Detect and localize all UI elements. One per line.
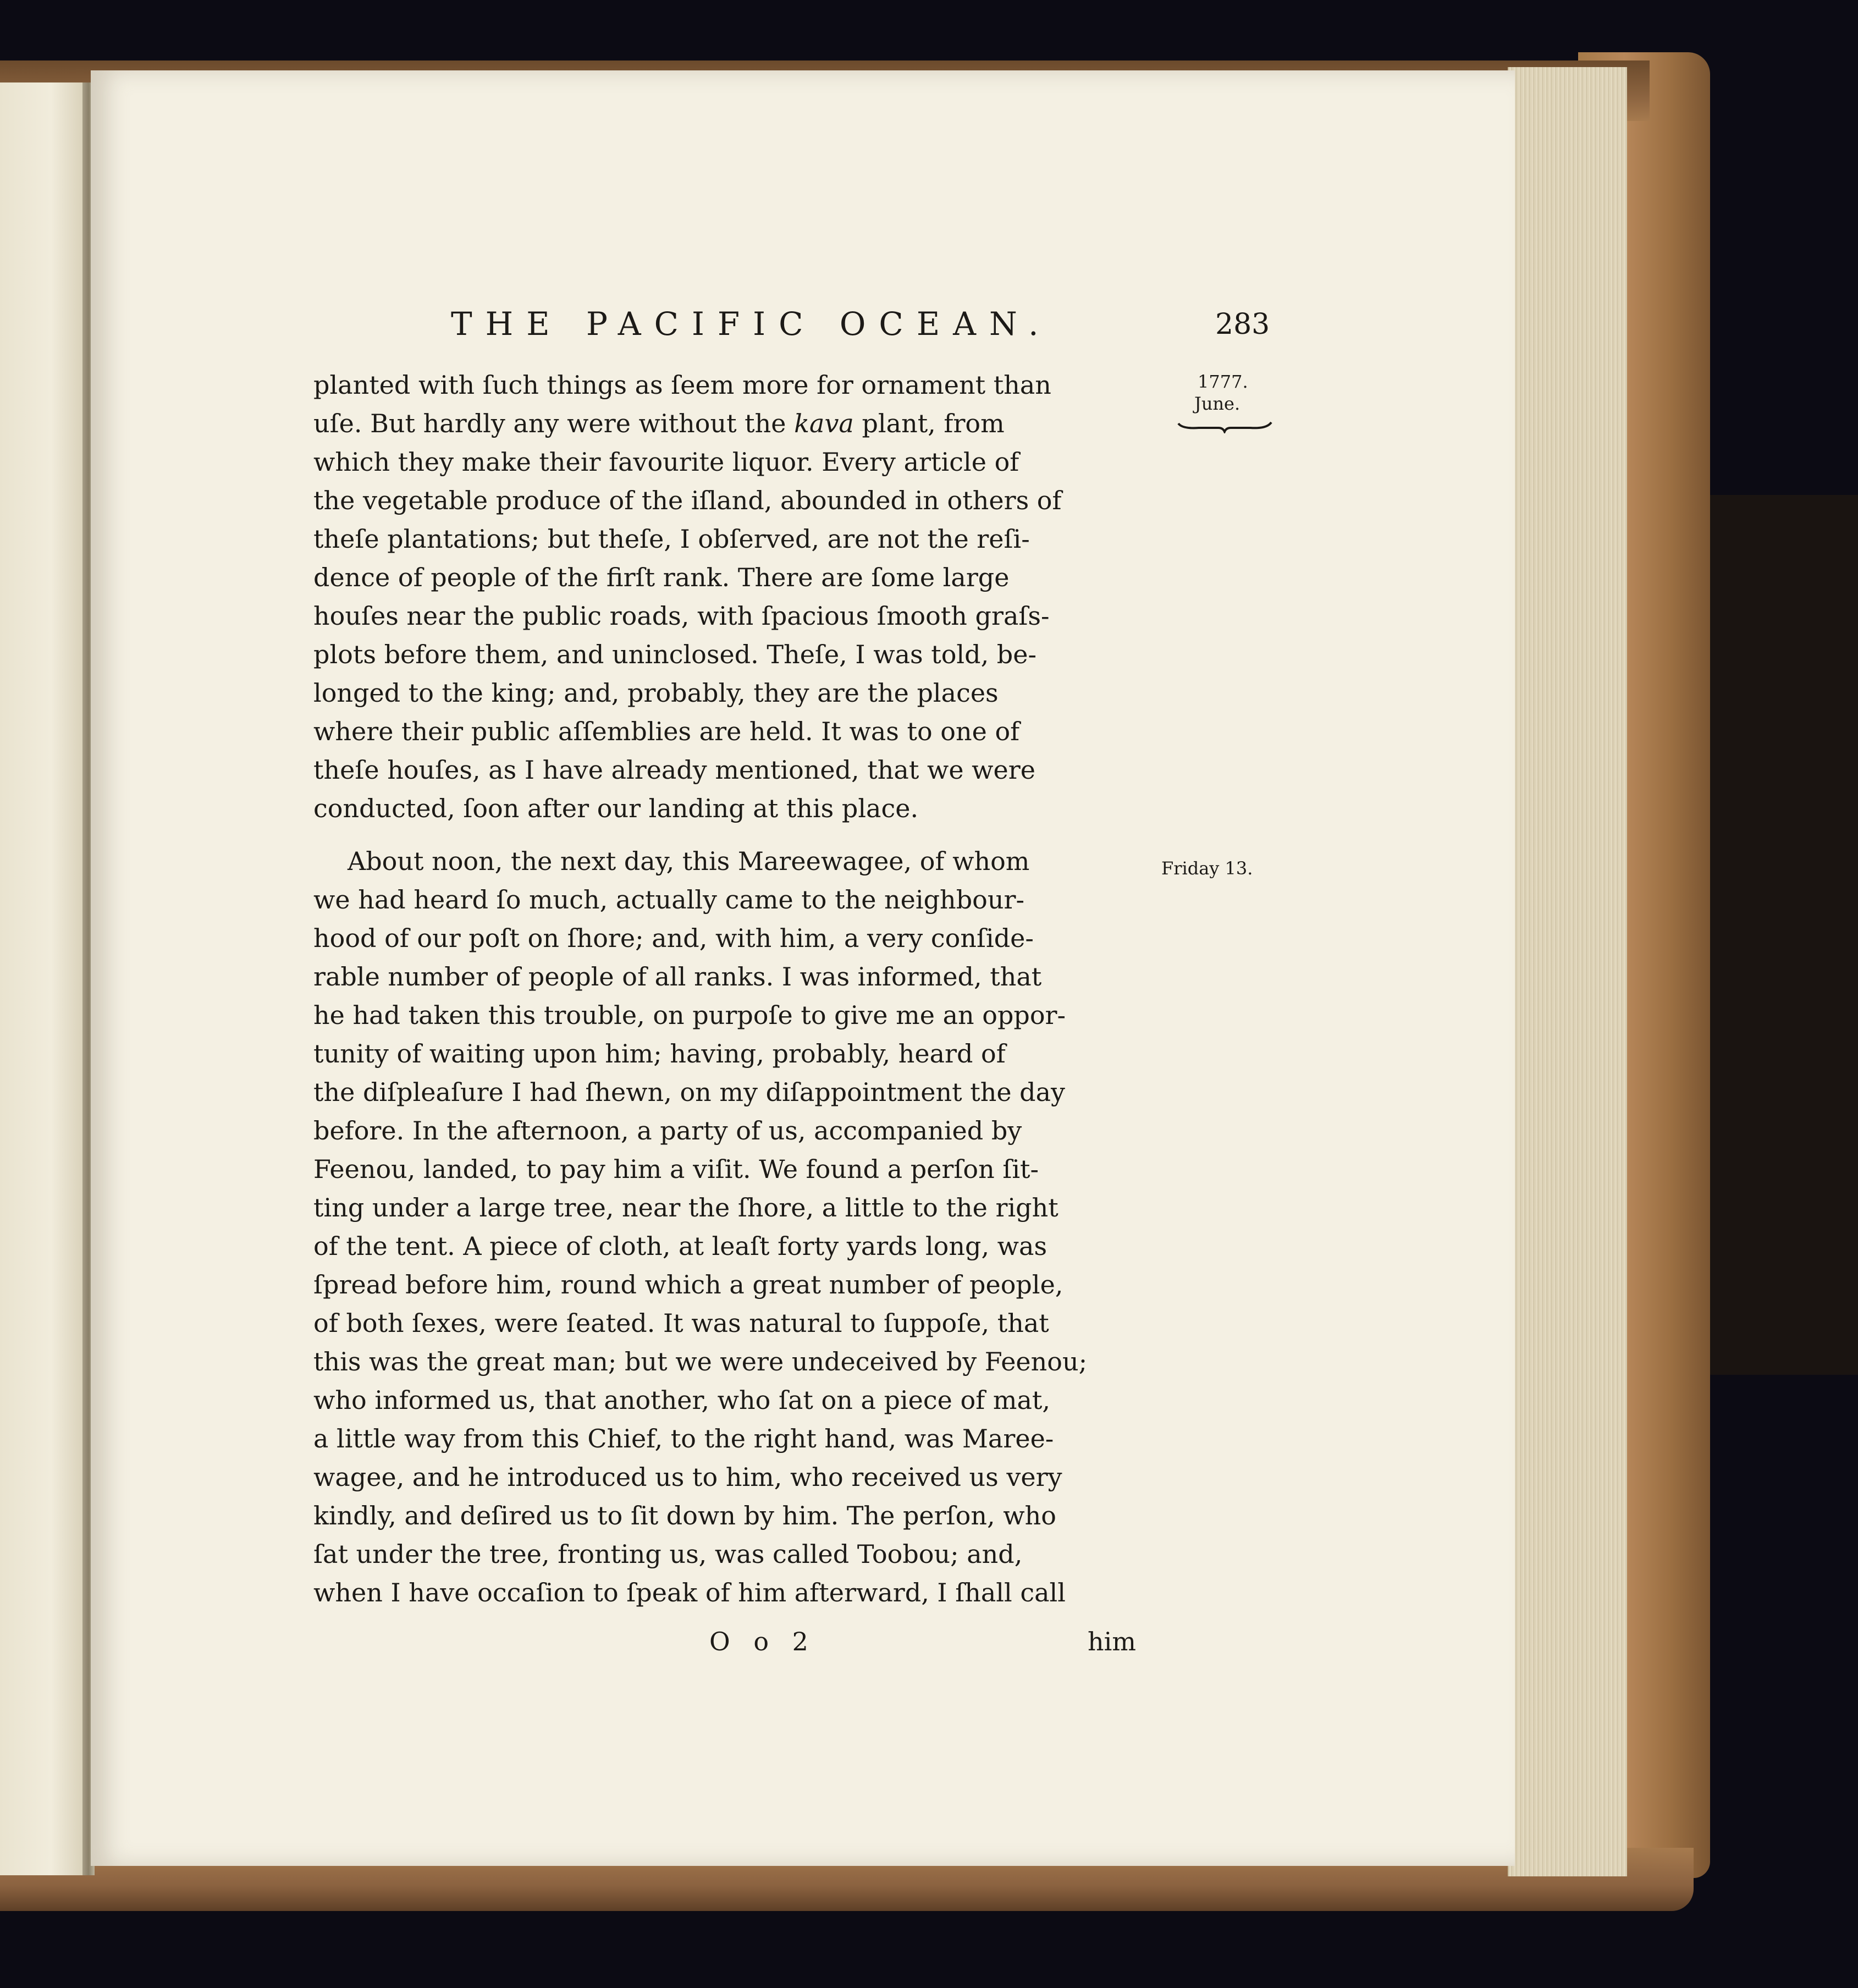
text-line: plots before them, and uninclosed. Theſe, I was told, be- <box>313 640 1037 669</box>
text-line: kindly, and deſired us to ſit down by him. The perſon, who <box>313 1501 1056 1530</box>
text-line: where their public aſſemblies are held. It was to one of <box>313 717 1020 746</box>
text-line: before. In the afternoon, a party of us, accompanied by <box>313 1116 1022 1146</box>
signature-mark: O o 2 <box>709 1627 816 1656</box>
text-line: of the tent. A piece of cloth, at leaſt forty yards long, was <box>313 1231 1047 1261</box>
text-line: houſes near the public roads, with ſpacious ſmooth graſs- <box>313 601 1050 631</box>
text-line: theſe houſes, as I have already mentioned, that we were <box>313 755 1035 785</box>
paragraph-1 <box>313 366 1146 828</box>
page-number: 283 <box>1215 308 1270 341</box>
text-line: who informed us, that another, who ſat on a piece of mat, <box>313 1385 1050 1415</box>
text-line: when I have occaſion to ſpeak of him afterward, I ſhall call <box>313 1578 1066 1607</box>
text-line: longed to the king; and, probably, they are the places <box>313 678 999 708</box>
text-line: this was the great man; but we were undeceived by Feenou; <box>313 1347 1088 1376</box>
text-line: ſat under the tree, fronting us, was called Toobou; and, <box>313 1539 1023 1569</box>
running-head: THE PACIFIC OCEAN. <box>451 305 1052 343</box>
text-line: which they make their favourite liquor. Every article of <box>313 447 1019 477</box>
text-line: wagee, and he introduced us to him, who received us very <box>313 1462 1062 1492</box>
text-line: uſe. But hardly any were without the kava plant, from <box>313 409 1005 438</box>
margin-month: June. <box>1194 393 1240 414</box>
text-line: theſe plantations; but theſe, I obſerved, are not the reſi- <box>313 524 1030 554</box>
text-line: Feenou, landed, to pay him a viſit. We found a perſon ſit- <box>313 1154 1039 1184</box>
text-line: the vegetable produce of the iſland, abounded in others of <box>313 486 1062 515</box>
text-line: hood of our poſt on ſhore; and, with him, a very conſide- <box>313 923 1034 953</box>
left-page <box>0 82 85 1875</box>
italic-word: kava <box>794 409 854 438</box>
page-edges <box>1508 67 1627 1876</box>
margin-day-note: Friday 13. <box>1161 858 1253 879</box>
text-line: conducted, ſoon after our landing at this place. <box>313 794 919 823</box>
text-line: of both ſexes, were ſeated. It was natural to ſuppoſe, that <box>313 1308 1049 1338</box>
text-line: planted with ſuch things as ſeem more for ornament than <box>313 370 1051 400</box>
text-line: ſpread before him, round which a great number of people, <box>313 1270 1063 1299</box>
catchword: him <box>1088 1627 1136 1656</box>
margin-year: 1777. <box>1198 371 1248 392</box>
body-text <box>313 366 1146 1612</box>
paragraph-2 <box>313 842 1146 1612</box>
text-line: the diſpleaſure I had ſhewn, on my diſappointment the day <box>313 1077 1066 1107</box>
text-line: a little way from this Chief, to the right hand, was Maree- <box>313 1424 1054 1453</box>
text-line: we had heard ſo much, actually came to the neighbour- <box>313 885 1024 915</box>
text-line: ting under a large tree, near the ſhore, a little to the right <box>313 1193 1058 1222</box>
text-line: rable number of people of all ranks. I was informed, that <box>313 962 1042 992</box>
text-line: About noon, the next day, this Mareewagee, of whom <box>348 846 1030 876</box>
text-line: dence of people of the firſt rank. There are ſome large <box>313 563 1010 592</box>
margin-brace-icon <box>1177 419 1273 433</box>
text-line: tunity of waiting upon him; having, probably, heard of <box>313 1039 1006 1069</box>
text-line: he had taken this trouble, on purpoſe to give me an oppor- <box>313 1000 1066 1030</box>
